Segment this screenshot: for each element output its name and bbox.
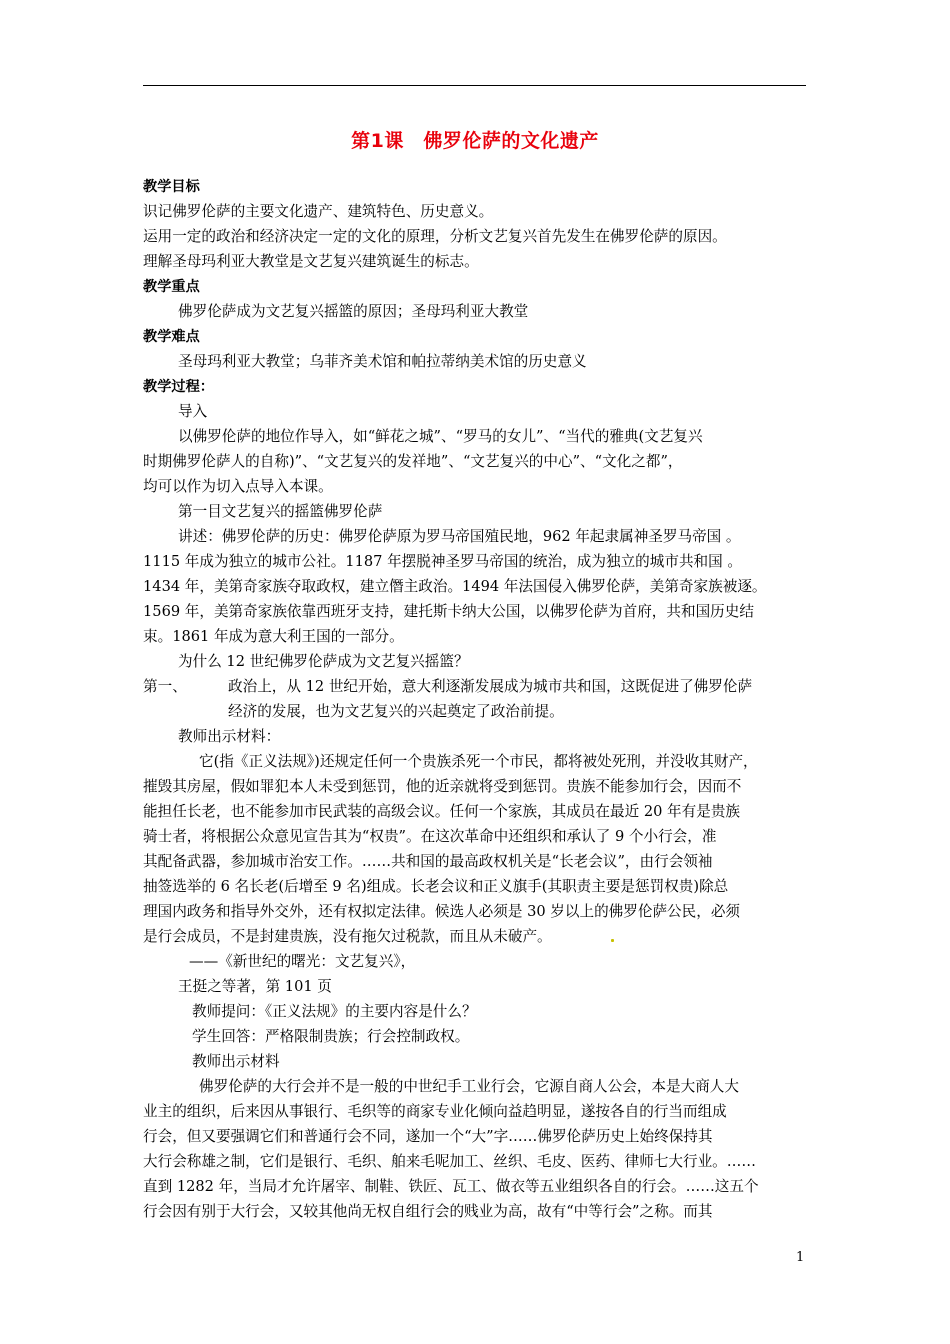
citation-line: ——《新世纪的曙光：文艺复兴》， [189, 953, 416, 970]
quote-line: 佛罗伦萨的大行会并不是一般的中世纪手工业行会，它源自商人公会，本是大商人大 [199, 1078, 739, 1095]
quote-line: 业主的组织，后来因从事银行、毛织等的商家专业化倾向益趋明显，遂按各自的行当而组成 [143, 1103, 727, 1120]
quote-line: 能担任长老，也不能参加市民武装的高级会议。任何一个家族，其成员在最近 20 年有是贵族 [143, 803, 741, 820]
body-line: 政治上，从 12 世纪开始，意大利逐渐发展成为城市共和国，这既促进了佛罗伦萨 [228, 678, 753, 695]
quote-line: 抽签选举的 6 名长老(后增至 9 名)组成。长老会议和正义旗手(其职责主要是惩罚权贵)除总 [143, 878, 729, 895]
quote-line: 是行会成员，不是封建贵族，没有拖欠过税款，而且从未破产。 [143, 928, 552, 945]
body-line: 为什么 12 世纪佛罗伦萨成为文艺复兴摇篮？ [178, 653, 469, 670]
body-line: 时期佛罗伦萨人的自称)”、“文艺复兴的发祥地”、“文艺复兴的中心”、“文化之都”， [143, 453, 683, 470]
quote-line: 行会，但又要强调它们和普通行会不同，遂加一个“大”字……佛罗伦萨历史上始终保持其 [143, 1128, 713, 1145]
quote-line: 摧毁其房屋，假如罪犯本人未受到惩罚，他的近亲就将受到惩罚。贵族不能参加行会，因而不 [143, 778, 742, 795]
quote-line: 它(指《正义法规》)还规定任何一个贵族杀死一个市民，都将被处死刑，并没收其财产， [199, 753, 758, 770]
quote-line: 骑士者，将根据公众意见宣告其为“权贵”。在这次革命中还组织和承认了 9 个小行会，准 [143, 828, 717, 845]
body-line: 均可以作为切入点导入本课。 [143, 478, 333, 495]
difficulties-text: 圣母玛利亚大教堂；乌菲齐美术馆和帕拉蒂纳美术馆的历史意义 [178, 353, 587, 370]
quote-line: 其配备武器，参加城市治安工作。……共和国的最高政权机关是“长老会议”，由行会领袖 [143, 853, 713, 870]
list-marker: 第一、 [143, 678, 187, 695]
citation-line: 王挺之等著，第 101 页 [178, 978, 332, 995]
body-line: 经济的发展，也为文艺复兴的兴起奠定了政治前提。 [228, 703, 564, 720]
body-line: 1569 年，美第奇家族依靠西班牙支持，建托斯卡纳大公国，以佛罗伦萨为首府，共和国历史结 [143, 603, 754, 620]
body-line: 导入 [178, 403, 208, 420]
body-line: 以佛罗伦萨的地位作导入，如“鲜花之城”、“罗马的女儿”、“当代的雅典(文艺复兴 [178, 428, 703, 445]
quote-line: 理国内政务和指导外交外，还有权拟定法律。候选人必须是 30 岁以上的佛罗伦萨公民，必须 [143, 903, 741, 920]
objective-line: 运用一定的政治和经济决定一定的文化的原理，分析文艺复兴首先发生在佛罗伦萨的原因。 [143, 228, 727, 245]
quote-line: 大行会称雄之制，它们是银行、毛织、舶来毛呢加工、丝织、毛皮、医药、律师七大行业。…… [143, 1153, 756, 1170]
header-rule [143, 85, 806, 86]
keypoints-text: 佛罗伦萨成为文艺复兴摇篮的原因；圣母玛利亚大教堂 [178, 303, 529, 320]
page-number: 1 [796, 1250, 805, 1265]
body-line: 第一目文艺复兴的摇篮佛罗伦萨 [178, 503, 383, 520]
process-heading: 教学过程： [143, 379, 214, 395]
body-line: 1434 年，美第奇家族夺取政权，建立僭主政治。1494 年法国侵入佛罗伦萨，美第奇家族被逐。 [143, 578, 767, 595]
body-line: 学生回答：严格限制贵族；行会控制政权。 [192, 1028, 470, 1045]
body-line: 束。1861 年成为意大利王国的一部分。 [143, 628, 404, 645]
quote-line: 行会因有别于大行会，又较其他尚无权自组行会的贱业为高，故有“中等行会”之称。而其 [143, 1203, 713, 1220]
body-line: 教师提问：《正义法规》的主要内容是什么？ [192, 1003, 477, 1020]
page-title: 第1课 佛罗伦萨的文化遗产 [351, 130, 599, 152]
body-line: 1115 年成为独立的城市公社。1187 年摆脱神圣罗马帝国的统治，成为独立的城市共和国 。 [143, 553, 742, 570]
objectives-heading: 教学目标 [143, 179, 200, 195]
objective-line: 理解圣母玛利亚大教堂是文艺复兴建筑诞生的标志。 [143, 253, 479, 270]
quote-line: 直到 1282 年，当局才允许屠宰、制鞋、铁匠、瓦工、做衣等五业组织各自的行会。……这五个 [143, 1178, 759, 1195]
highlight-mark [611, 939, 614, 942]
body-line: 讲述：佛罗伦萨的历史：佛罗伦萨原为罗马帝国殖民地，962 年起隶属神圣罗马帝国 。 [178, 528, 741, 545]
difficulties-heading: 教学难点 [143, 329, 200, 345]
objective-line: 识记佛罗伦萨的主要文化遗产、建筑特色、历史意义。 [143, 203, 494, 220]
body-line: 教师出示材料： [178, 728, 281, 745]
body-line: 教师出示材料 [192, 1053, 280, 1070]
keypoints-heading: 教学重点 [143, 279, 200, 295]
